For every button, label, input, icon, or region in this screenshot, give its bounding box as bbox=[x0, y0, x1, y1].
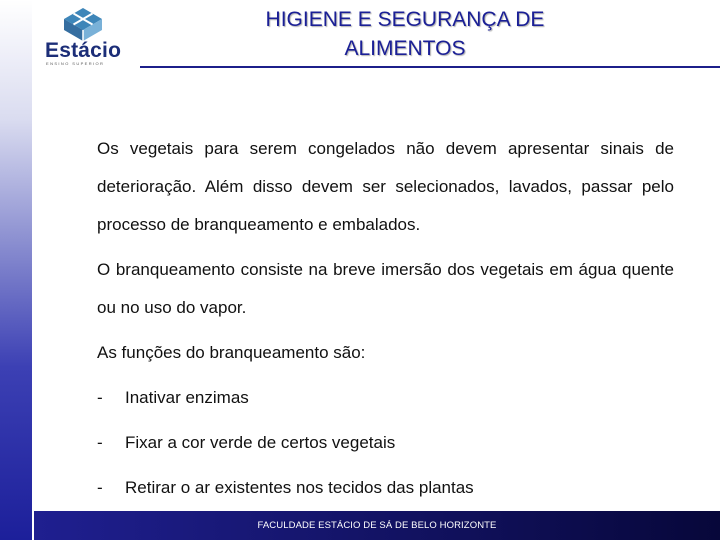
footer-bar bbox=[34, 511, 720, 540]
footer-text: FACULDADE ESTÁCIO DE SÁ DE BELO HORIZONTE bbox=[257, 520, 497, 531]
bullet-dash: - bbox=[97, 478, 103, 497]
logo-subtitle: ENSINO SUPERIOR bbox=[46, 61, 105, 66]
title-underline bbox=[140, 66, 720, 68]
title-line-1: HIGIENE E SEGURANÇA DE bbox=[265, 8, 545, 31]
side-gradient-band bbox=[0, 0, 32, 540]
bullet-dash: - bbox=[97, 433, 103, 452]
slide-content bbox=[97, 130, 674, 514]
list-item-text: Fixar a cor verde de certos vegetais bbox=[125, 433, 396, 452]
paragraph-funcoes: As funções do branqueamento são: bbox=[97, 343, 366, 362]
paragraph-branqueamento: O branqueamento consiste na breve imersão dos vegetais em água quente ou no uso do vapor. bbox=[97, 260, 674, 317]
list-item-text: Retirar o ar existentes nos tecidos das plantas bbox=[125, 478, 474, 497]
cube-logo-icon bbox=[40, 6, 140, 42]
list-item-text: Inativar enzimas bbox=[125, 388, 249, 407]
page-title bbox=[170, 5, 640, 63]
list-item bbox=[97, 469, 674, 507]
list-item bbox=[97, 424, 674, 462]
title-line-2: ALIMENTOS bbox=[344, 37, 466, 60]
bullet-dash: - bbox=[97, 388, 103, 407]
list-item bbox=[97, 379, 674, 417]
estacio-logo bbox=[40, 6, 140, 64]
logo-wordmark: Estácio bbox=[45, 39, 122, 62]
paragraph-congelados: Os vegetais para serem congelados não devem apresentar sinais de deterioração. Além disso devem ser selecionados, lavados, passar pelo processo de branqueamento e embalados. bbox=[97, 139, 674, 234]
